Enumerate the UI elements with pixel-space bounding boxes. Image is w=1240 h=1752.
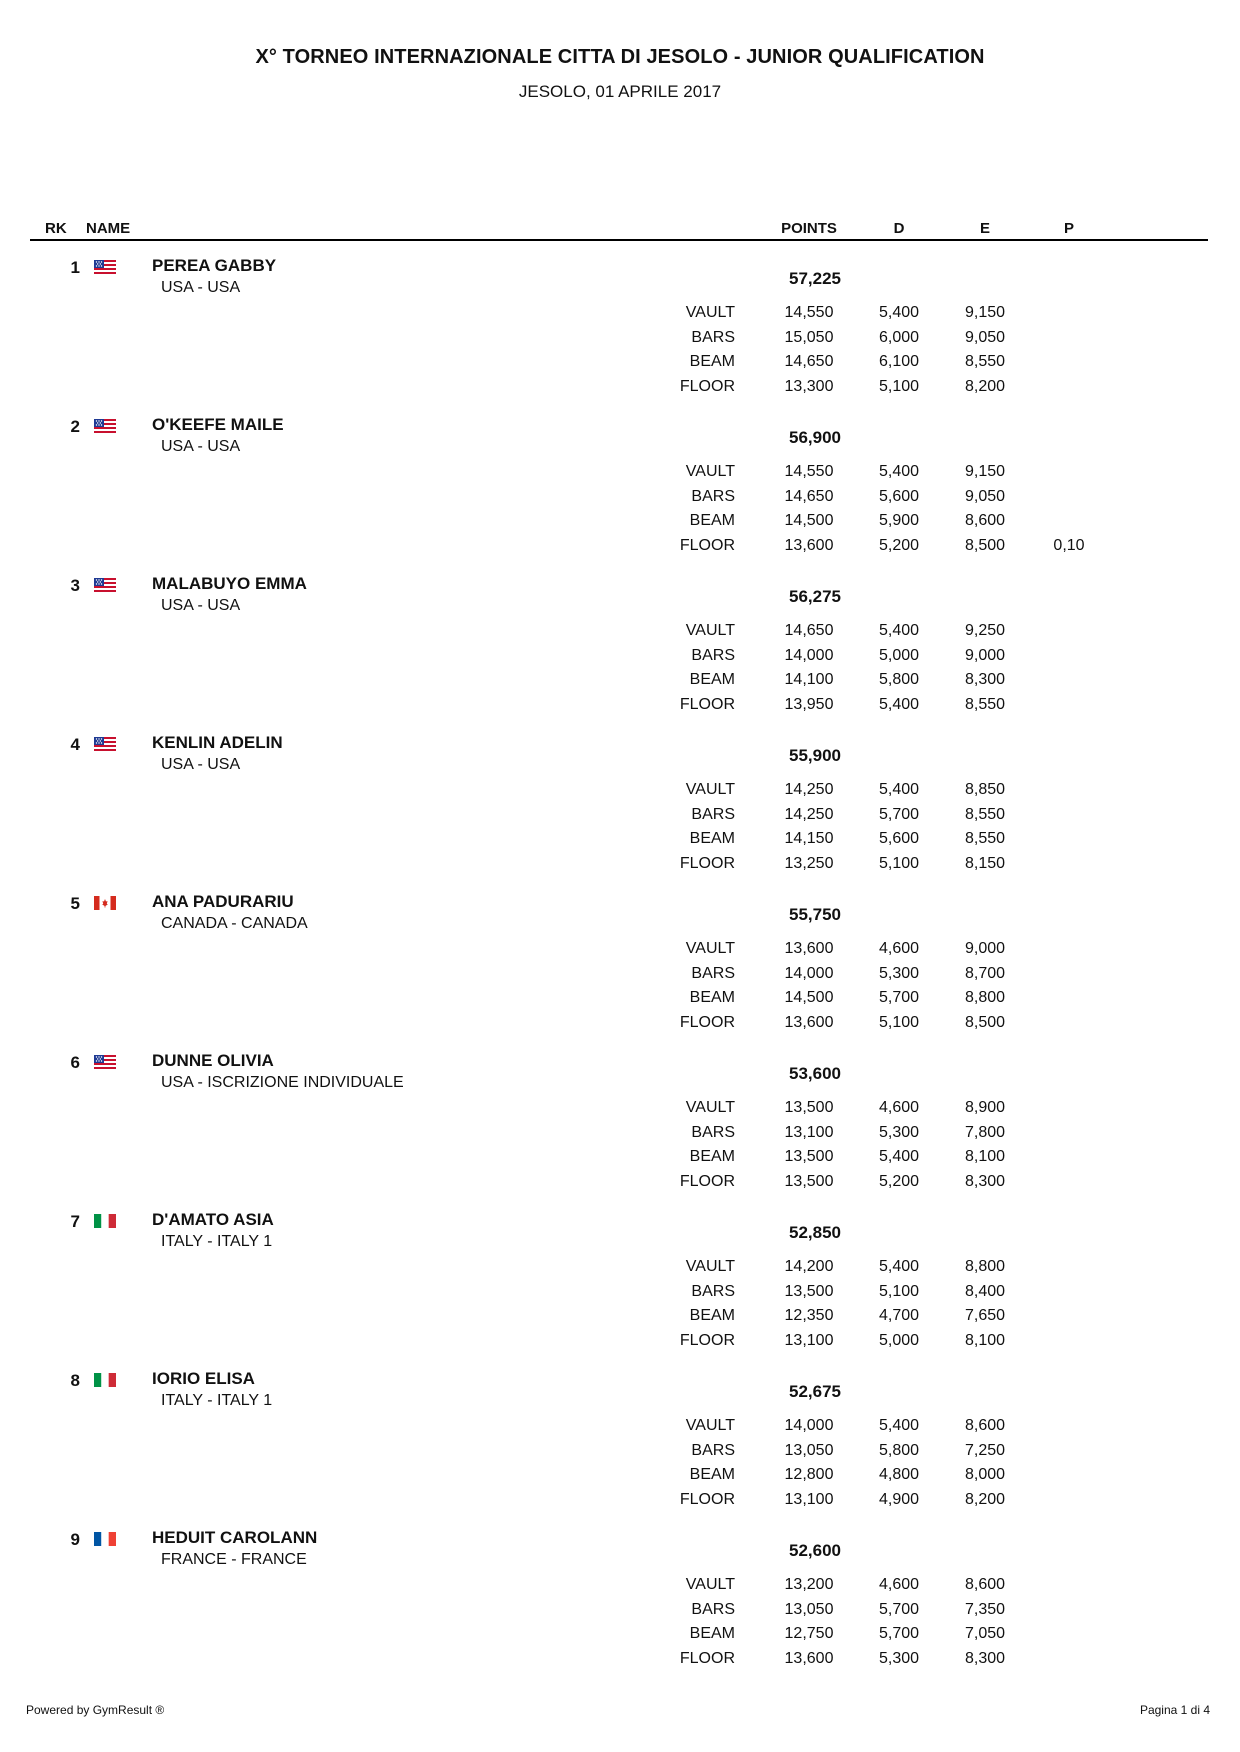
difficulty-score: 4,600 [878, 1576, 920, 1593]
difficulty-score: 5,300 [878, 1650, 920, 1667]
athlete-team: ITALY - ITALY 1 [161, 1392, 273, 1409]
apparatus-score: 14,100 [784, 671, 834, 688]
execution-score: 9,250 [964, 622, 1006, 639]
header-divider [30, 239, 1208, 241]
event-row [0, 1442, 1240, 1466]
execution-score: 8,200 [964, 1491, 1006, 1508]
page-title: X° TORNEO INTERNAZIONALE CITTA DI JESOLO - JUNIOR QUALIFICATION [255, 46, 985, 68]
event-row [0, 1332, 1240, 1356]
apparatus-label: BARS [691, 1442, 735, 1459]
page-subtitle: JESOLO, 01 APRILE 2017 [518, 82, 722, 101]
apparatus-label: VAULT [685, 463, 735, 480]
execution-score: 8,850 [964, 781, 1006, 798]
execution-score: 9,050 [964, 329, 1006, 346]
apparatus-score: 13,100 [784, 1332, 834, 1349]
apparatus-score: 13,050 [784, 1442, 834, 1459]
athlete-rank: 3 [70, 576, 80, 595]
athlete-rank: 2 [70, 417, 80, 436]
athlete-total-points: 55,750 [789, 905, 841, 924]
apparatus-label: VAULT [685, 940, 735, 957]
event-row [0, 1601, 1240, 1625]
event-row [0, 329, 1240, 353]
apparatus-score: 14,000 [784, 647, 834, 664]
athlete-name: DUNNE OLIVIA [152, 1051, 274, 1070]
difficulty-score: 5,400 [878, 1258, 920, 1275]
execution-score: 8,600 [964, 1417, 1006, 1434]
difficulty-score: 4,600 [878, 1099, 920, 1116]
difficulty-score: 5,000 [878, 1332, 920, 1349]
athlete-rank: 9 [70, 1530, 80, 1549]
apparatus-label: BARS [691, 329, 735, 346]
athlete-name: KENLIN ADELIN [152, 733, 283, 752]
difficulty-score: 6,100 [878, 353, 920, 370]
athlete-name: D'AMATO ASIA [152, 1210, 274, 1229]
athlete-total-points: 52,675 [789, 1382, 841, 1401]
difficulty-score: 5,400 [878, 304, 920, 321]
apparatus-label: FLOOR [679, 1650, 735, 1667]
difficulty-score: 4,800 [878, 1466, 920, 1483]
athlete-name: HEDUIT CAROLANN [152, 1528, 318, 1547]
event-row [0, 1491, 1240, 1515]
apparatus-score: 13,100 [784, 1491, 834, 1508]
difficulty-score: 5,700 [878, 1625, 920, 1642]
apparatus-score: 13,050 [784, 1601, 834, 1618]
event-row [0, 1173, 1240, 1197]
execution-score: 8,550 [964, 353, 1006, 370]
apparatus-score: 13,200 [784, 1576, 834, 1593]
apparatus-score: 13,300 [784, 378, 834, 395]
athlete-rank: 8 [70, 1371, 80, 1390]
apparatus-label: BEAM [689, 830, 735, 847]
usa-flag-icon [94, 1055, 116, 1069]
execution-score: 8,550 [964, 806, 1006, 823]
execution-score: 8,500 [964, 1014, 1006, 1031]
apparatus-score: 14,650 [784, 488, 834, 505]
athlete-name: O'KEEFE MAILE [152, 415, 284, 434]
column-header-d: D [893, 220, 905, 237]
footer-page-number: Pagina 1 di 4 [1139, 1703, 1210, 1717]
apparatus-label: BARS [691, 488, 735, 505]
apparatus-label: FLOOR [679, 1173, 735, 1190]
athlete-team: USA - USA [161, 438, 241, 455]
athlete-total-points: 53,600 [789, 1064, 841, 1083]
event-row [0, 1307, 1240, 1331]
event-row [0, 1258, 1240, 1282]
difficulty-score: 5,900 [878, 512, 920, 529]
difficulty-score: 5,700 [878, 989, 920, 1006]
column-header-e: E [979, 220, 990, 237]
apparatus-label: VAULT [685, 304, 735, 321]
column-header-p: P [1063, 220, 1074, 237]
apparatus-label: BEAM [689, 1625, 735, 1642]
execution-score: 7,350 [964, 1601, 1006, 1618]
event-row [0, 989, 1240, 1013]
athlete-total-points: 57,225 [789, 269, 841, 288]
apparatus-label: FLOOR [679, 855, 735, 872]
difficulty-score: 5,400 [878, 1417, 920, 1434]
athlete-rank: 7 [70, 1212, 80, 1231]
apparatus-score: 15,050 [784, 329, 834, 346]
apparatus-label: VAULT [685, 781, 735, 798]
athlete-team: USA - USA [161, 597, 241, 614]
event-row [0, 781, 1240, 805]
apparatus-label: BEAM [689, 989, 735, 1006]
apparatus-label: FLOOR [679, 378, 735, 395]
apparatus-label: BEAM [689, 1466, 735, 1483]
apparatus-score: 13,100 [784, 1124, 834, 1141]
difficulty-score: 5,800 [878, 671, 920, 688]
apparatus-score: 13,950 [784, 696, 834, 713]
execution-score: 9,150 [964, 463, 1006, 480]
event-row [0, 353, 1240, 377]
execution-score: 8,300 [964, 671, 1006, 688]
apparatus-score: 13,250 [784, 855, 834, 872]
apparatus-label: BEAM [689, 512, 735, 529]
column-header-name: NAME [86, 220, 131, 237]
athlete-rank: 5 [70, 894, 80, 913]
execution-score: 8,800 [964, 989, 1006, 1006]
column-header-points: POINTS [781, 220, 837, 237]
athlete-name: ANA PADURARIU [152, 892, 294, 911]
athlete-total-points: 56,900 [789, 428, 841, 447]
execution-score: 8,550 [964, 696, 1006, 713]
apparatus-score: 12,800 [784, 1466, 834, 1483]
difficulty-score: 5,800 [878, 1442, 920, 1459]
event-row [0, 512, 1240, 536]
event-row [0, 1124, 1240, 1148]
apparatus-label: FLOOR [679, 1014, 735, 1031]
execution-score: 9,000 [964, 940, 1006, 957]
athlete-name: MALABUYO EMMA [152, 574, 307, 593]
difficulty-score: 5,400 [878, 781, 920, 798]
apparatus-score: 12,750 [784, 1625, 834, 1642]
athlete-rank: 4 [70, 735, 80, 754]
apparatus-score: 13,500 [784, 1099, 834, 1116]
apparatus-score: 14,550 [784, 304, 834, 321]
apparatus-label: FLOOR [679, 537, 735, 554]
athlete-rank: 1 [70, 258, 80, 277]
athlete-team: USA - ISCRIZIONE INDIVIDUALE [161, 1074, 404, 1091]
event-row [0, 622, 1240, 646]
event-row [0, 671, 1240, 695]
difficulty-score: 5,200 [878, 1173, 920, 1190]
event-row [0, 1148, 1240, 1172]
event-row [0, 1014, 1240, 1038]
apparatus-score: 14,500 [784, 989, 834, 1006]
execution-score: 9,050 [964, 488, 1006, 505]
event-row [0, 830, 1240, 854]
apparatus-label: BARS [691, 647, 735, 664]
apparatus-label: BARS [691, 1601, 735, 1618]
difficulty-score: 5,300 [878, 965, 920, 982]
execution-score: 8,100 [964, 1332, 1006, 1349]
canada-flag-icon [94, 896, 116, 910]
apparatus-label: BARS [691, 965, 735, 982]
difficulty-score: 5,600 [878, 488, 920, 505]
event-row [0, 940, 1240, 964]
athlete-team: CANADA - CANADA [161, 915, 308, 932]
apparatus-label: VAULT [685, 622, 735, 639]
column-header-rk: RK [45, 220, 67, 237]
execution-score: 8,550 [964, 830, 1006, 847]
apparatus-score: 14,650 [784, 353, 834, 370]
apparatus-score: 13,600 [784, 1650, 834, 1667]
event-row [0, 378, 1240, 402]
apparatus-score: 14,150 [784, 830, 834, 847]
execution-score: 8,800 [964, 1258, 1006, 1275]
difficulty-score: 5,100 [878, 378, 920, 395]
event-row [0, 537, 1240, 561]
event-row [0, 1650, 1240, 1674]
apparatus-label: VAULT [685, 1417, 735, 1434]
execution-score: 8,500 [964, 537, 1006, 554]
event-row [0, 488, 1240, 512]
execution-score: 7,800 [964, 1124, 1006, 1141]
difficulty-score: 5,100 [878, 1283, 920, 1300]
apparatus-score: 14,550 [784, 463, 834, 480]
athlete-team: USA - USA [161, 279, 241, 296]
event-row [0, 463, 1240, 487]
apparatus-score: 14,000 [784, 1417, 834, 1434]
execution-score: 7,650 [964, 1307, 1006, 1324]
athlete-team: FRANCE - FRANCE [161, 1551, 307, 1568]
apparatus-label: BEAM [689, 1307, 735, 1324]
difficulty-score: 5,400 [878, 696, 920, 713]
apparatus-score: 13,600 [784, 940, 834, 957]
event-row [0, 855, 1240, 879]
difficulty-score: 5,700 [878, 1601, 920, 1618]
execution-score: 8,150 [964, 855, 1006, 872]
athlete-name: PEREA GABBY [152, 256, 277, 275]
difficulty-score: 6,000 [878, 329, 920, 346]
apparatus-label: BARS [691, 1283, 735, 1300]
athlete-name: IORIO ELISA [152, 1369, 255, 1388]
apparatus-label: BEAM [689, 1148, 735, 1165]
athlete-team: ITALY - ITALY 1 [161, 1233, 273, 1250]
apparatus-label: FLOOR [679, 696, 735, 713]
usa-flag-icon [94, 578, 116, 592]
apparatus-score: 13,600 [784, 1014, 834, 1031]
execution-score: 8,000 [964, 1466, 1006, 1483]
athlete-rank: 6 [70, 1053, 80, 1072]
difficulty-score: 5,400 [878, 1148, 920, 1165]
difficulty-score: 5,400 [878, 463, 920, 480]
execution-score: 8,300 [964, 1650, 1006, 1667]
event-row [0, 806, 1240, 830]
apparatus-label: VAULT [685, 1576, 735, 1593]
apparatus-score: 14,250 [784, 781, 834, 798]
footer-powered-by: Powered by GymResult ® [26, 1703, 165, 1717]
execution-score: 8,300 [964, 1173, 1006, 1190]
apparatus-score: 13,500 [784, 1173, 834, 1190]
execution-score: 7,050 [964, 1625, 1006, 1642]
apparatus-score: 14,200 [784, 1258, 834, 1275]
athlete-total-points: 56,275 [789, 587, 841, 606]
italy-flag-icon [94, 1214, 116, 1228]
difficulty-score: 5,600 [878, 830, 920, 847]
execution-score: 9,000 [964, 647, 1006, 664]
italy-flag-icon [94, 1373, 116, 1387]
event-row [0, 696, 1240, 720]
penalty-score: 0,10 [1053, 537, 1085, 554]
usa-flag-icon [94, 260, 116, 274]
execution-score: 8,900 [964, 1099, 1006, 1116]
execution-score: 8,200 [964, 378, 1006, 395]
apparatus-label: BARS [691, 1124, 735, 1141]
apparatus-label: VAULT [685, 1258, 735, 1275]
apparatus-score: 12,350 [784, 1307, 834, 1324]
france-flag-icon [94, 1532, 116, 1546]
apparatus-label: FLOOR [679, 1491, 735, 1508]
apparatus-score: 14,650 [784, 622, 834, 639]
event-row [0, 304, 1240, 328]
event-row [0, 965, 1240, 989]
difficulty-score: 4,700 [878, 1307, 920, 1324]
apparatus-score: 13,500 [784, 1148, 834, 1165]
athlete-team: USA - USA [161, 756, 241, 773]
apparatus-score: 14,000 [784, 965, 834, 982]
event-row [0, 1283, 1240, 1307]
difficulty-score: 5,100 [878, 1014, 920, 1031]
difficulty-score: 4,900 [878, 1491, 920, 1508]
difficulty-score: 5,300 [878, 1124, 920, 1141]
execution-score: 8,100 [964, 1148, 1006, 1165]
difficulty-score: 5,200 [878, 537, 920, 554]
difficulty-score: 5,700 [878, 806, 920, 823]
event-row [0, 1417, 1240, 1441]
execution-score: 8,400 [964, 1283, 1006, 1300]
event-row [0, 1625, 1240, 1649]
execution-score: 9,150 [964, 304, 1006, 321]
difficulty-score: 5,400 [878, 622, 920, 639]
usa-flag-icon [94, 419, 116, 433]
apparatus-label: BEAM [689, 671, 735, 688]
apparatus-score: 14,500 [784, 512, 834, 529]
event-row [0, 1576, 1240, 1600]
execution-score: 8,600 [964, 1576, 1006, 1593]
difficulty-score: 5,100 [878, 855, 920, 872]
execution-score: 8,600 [964, 512, 1006, 529]
athlete-total-points: 52,850 [789, 1223, 841, 1242]
event-row [0, 1099, 1240, 1123]
apparatus-score: 13,500 [784, 1283, 834, 1300]
usa-flag-icon [94, 737, 116, 751]
difficulty-score: 4,600 [878, 940, 920, 957]
event-row [0, 1466, 1240, 1490]
apparatus-label: FLOOR [679, 1332, 735, 1349]
athlete-total-points: 52,600 [789, 1541, 841, 1560]
difficulty-score: 5,000 [878, 647, 920, 664]
event-row [0, 647, 1240, 671]
athlete-total-points: 55,900 [789, 746, 841, 765]
apparatus-label: BEAM [689, 353, 735, 370]
execution-score: 8,700 [964, 965, 1006, 982]
execution-score: 7,250 [964, 1442, 1006, 1459]
apparatus-label: BARS [691, 806, 735, 823]
apparatus-score: 13,600 [784, 537, 834, 554]
apparatus-score: 14,250 [784, 806, 834, 823]
apparatus-label: VAULT [685, 1099, 735, 1116]
